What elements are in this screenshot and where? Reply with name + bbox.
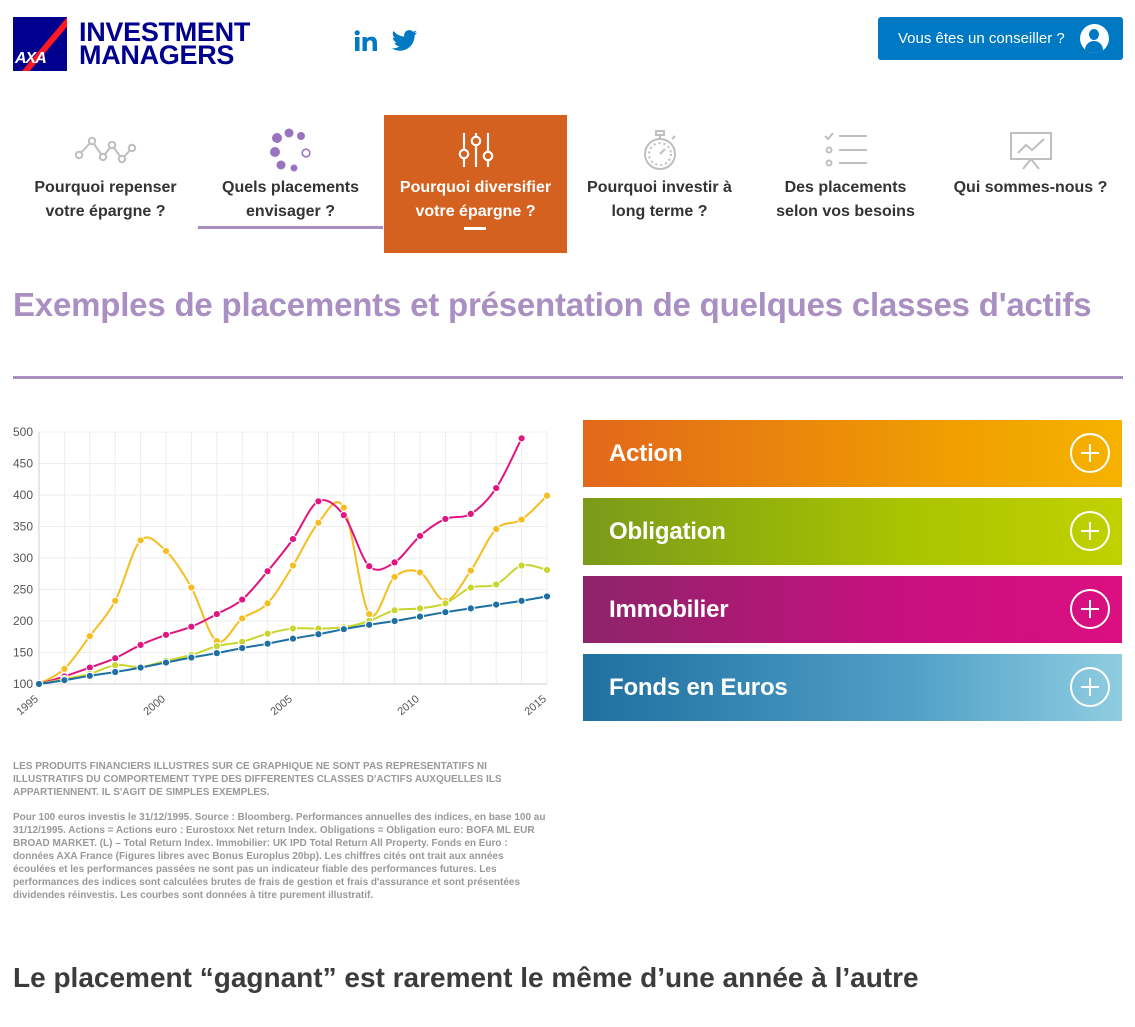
- chart-data-point: [61, 665, 68, 672]
- chart-data-point: [467, 567, 474, 574]
- social-links: [354, 30, 418, 52]
- chart-data-point: [213, 610, 220, 617]
- chart-data-point: [239, 644, 246, 651]
- chart-data-point: [137, 537, 144, 544]
- nav-label-line1: Qui sommes-nous ?: [953, 179, 1108, 196]
- chart-data-point: [518, 516, 525, 523]
- chart-y-tick-label: 350: [12, 519, 33, 534]
- chart-data-point: [315, 631, 322, 638]
- chart-data-point: [112, 655, 119, 662]
- chart-x-tick-label: 2015: [522, 693, 549, 719]
- chart-y-tick-label: 150: [12, 645, 33, 660]
- chart-data-point: [391, 617, 398, 624]
- plus-icon[interactable]: [1070, 433, 1110, 473]
- chart-data-point: [518, 435, 525, 442]
- advisor-button-label: Vous êtes un conseiller ?: [898, 30, 1065, 47]
- chart-y-tick-label: 400: [12, 488, 33, 502]
- chart-data-point: [188, 654, 195, 661]
- chart-disclaimer: [13, 760, 548, 902]
- chart-data-point: [416, 605, 423, 612]
- chart-data-point: [86, 633, 93, 640]
- user-icon: [1080, 24, 1109, 53]
- chart-data-point: [366, 621, 373, 628]
- nav-item-besoins[interactable]: [753, 115, 938, 253]
- twitter-icon[interactable]: [392, 30, 418, 52]
- chart-data-point: [340, 626, 347, 633]
- plus-icon[interactable]: [1070, 511, 1110, 551]
- chart-data-point: [493, 601, 500, 608]
- chart-data-point: [442, 609, 449, 616]
- chart-data-point: [86, 672, 93, 679]
- logo-text: [79, 17, 251, 70]
- disclaimer-details: Pour 100 euros investis le 31/12/1995. Source : Bloomberg. Performances annuelles des indices, en base 100 au 31/12/1995. Actions = Actions euro : Eurostoxx Net return Index. Obligations = Obligation euro: BOFA ML EUR BROAD MARKET. (L) – Total Return Index. Immobilier: UK IPD Total Return All Property. Fonds en Euro : données AXA France (Figures libres avec Bonus Europlus 20bp). Les chiffres cités ont trait aux années écoulées et les performances passées ne sont pas un indicateur fiable des performances futures. Les performances des indices sont calculées brutes de frais de gestion et frais d'assurance et sont présentées dividendes réinvestis. Les courbes sont données à titre purement illustratif.: [13, 812, 546, 901]
- chart-data-point: [61, 677, 68, 684]
- accordion-action[interactable]: [583, 420, 1122, 487]
- accordion-label: Immobilier: [609, 596, 729, 623]
- chart-data-point: [391, 607, 398, 614]
- nav-item-qui-sommes-nous[interactable]: [938, 115, 1123, 253]
- nav-label: [198, 176, 383, 224]
- chart-data-point: [289, 562, 296, 569]
- nav-label-line2: votre épargne ?: [45, 203, 166, 220]
- chart-y-tick-label: 300: [12, 551, 33, 565]
- nav-hover-underline: [198, 226, 383, 229]
- nav-label: [938, 176, 1123, 200]
- chart-x-tick-label: 2000: [141, 693, 168, 719]
- linkedin-icon[interactable]: [354, 30, 378, 52]
- main-nav: [13, 115, 1123, 253]
- chart-data-point: [264, 568, 271, 575]
- chart-data-point: [112, 662, 119, 669]
- accordion-label: Action: [609, 440, 683, 467]
- chart-data-point: [467, 510, 474, 517]
- chart-y-tick-label: 100: [12, 677, 33, 691]
- nav-label: [384, 176, 567, 224]
- nav-label-line1: Pourquoi diversifier: [399, 179, 552, 196]
- sliders-icon: [456, 130, 496, 170]
- title-divider: [13, 376, 1123, 379]
- chart-data-point: [289, 536, 296, 543]
- nav-label-line2: long terme ?: [611, 203, 708, 220]
- nav-label-line1: Des placements: [784, 179, 907, 196]
- chart-data-point: [264, 640, 271, 647]
- chart-data-point: [366, 563, 373, 570]
- chart-x-tick-label: 1995: [14, 693, 41, 719]
- section-title: Le placement “gagnant” est rarement le même d’une année à l’autre: [13, 962, 919, 993]
- chart-data-point: [416, 569, 423, 576]
- chart-x-tick-label: 2005: [268, 693, 295, 719]
- chart-data-point: [416, 613, 423, 620]
- chart-data-point: [213, 643, 220, 650]
- chart-data-point: [366, 610, 373, 617]
- nav-label: [567, 176, 752, 224]
- chart-data-point: [239, 596, 246, 603]
- nav-label: [13, 176, 198, 224]
- chart-data-point: [543, 566, 550, 573]
- nav-label-line1: Pourquoi repenser: [34, 179, 177, 196]
- chart-data-point: [239, 615, 246, 622]
- chart-y-tick-label: 250: [12, 582, 33, 597]
- chart-data-point: [391, 573, 398, 580]
- chart-data-point: [442, 515, 449, 522]
- chart-data-point: [213, 650, 220, 657]
- chart-data-point: [112, 668, 119, 675]
- chart-data-point: [416, 532, 423, 539]
- plus-icon[interactable]: [1070, 589, 1110, 629]
- plus-icon[interactable]: [1070, 667, 1110, 707]
- chart-data-point: [162, 547, 169, 554]
- logo-text-line2: MANAGERS: [79, 40, 235, 70]
- nav-item-diversifier[interactable]: [384, 115, 567, 253]
- chart-data-point: [289, 635, 296, 642]
- chart-data-point: [493, 581, 500, 588]
- chart-data-point: [137, 641, 144, 648]
- chart-data-point: [137, 664, 144, 671]
- chart-data-point: [442, 600, 449, 607]
- chart-data-point: [315, 498, 322, 505]
- nav-item-placements[interactable]: [198, 115, 383, 253]
- loading-dots-icon: [268, 128, 314, 172]
- chart-data-point: [543, 593, 550, 600]
- chart-data-point: [315, 519, 322, 526]
- chart-data-point: [162, 659, 169, 666]
- chart-data-point: [188, 584, 195, 591]
- chart-data-point: [264, 630, 271, 637]
- nav-label-line1: Pourquoi investir à: [587, 179, 732, 196]
- page-title: Exemples de placements et présentation de quelques classes d'actifs: [13, 286, 1092, 323]
- accordion-immobilier[interactable]: [583, 576, 1122, 643]
- active-indicator: [464, 227, 486, 230]
- chart-data-point: [467, 584, 474, 591]
- nav-label-line1: Quels placements: [222, 179, 359, 196]
- chart-data-point: [112, 597, 119, 604]
- chart-data-point: [391, 559, 398, 566]
- checklist-icon: [823, 131, 869, 169]
- nav-label-line2: votre épargne ?: [415, 203, 536, 220]
- chart-data-point: [162, 631, 169, 638]
- chart-y-tick-label: 500: [12, 425, 33, 439]
- chart-data-point: [340, 504, 347, 511]
- chart-data-point: [467, 605, 474, 612]
- nav-item-repenser[interactable]: [13, 115, 198, 253]
- chart-data-point: [518, 597, 525, 604]
- chart-data-point: [35, 680, 42, 687]
- line-graph-icon: [74, 133, 138, 167]
- nav-label-line2: envisager ?: [246, 203, 335, 220]
- chart-data-point: [264, 600, 271, 607]
- accordion-fonds-euros[interactable]: [583, 654, 1122, 721]
- nav-item-long-terme[interactable]: [567, 115, 752, 253]
- accordion-label: Fonds en Euros: [609, 674, 788, 701]
- chart-data-point: [493, 484, 500, 491]
- chart-data-point: [493, 525, 500, 532]
- accordion-obligation[interactable]: [583, 498, 1122, 565]
- presentation-board-icon: [1008, 129, 1054, 171]
- nav-label: [753, 176, 938, 224]
- logo-mark-text: AXA: [15, 50, 46, 67]
- chart-data-point: [543, 492, 550, 499]
- chart-data-point: [340, 512, 347, 519]
- disclaimer-warning: LES PRODUITS FINANCIERS ILLUSTRES SUR CE GRAPHIQUE NE SONT PAS REPRESENTATIFS NI ILLUSTRATIFS DU COMPORTEMENT TYPE DES DIFFERENTES CLASSES D'ACTIFS AUXQUELLES ILS APPARTIENNENT. IL S'AGIT DE SIMPLES EXEMPLES.: [13, 761, 502, 798]
- chart-y-tick-label: 200: [12, 614, 33, 628]
- chart-data-point: [518, 562, 525, 569]
- chart-series-line: [39, 438, 522, 684]
- nav-label-line2: selon vos besoins: [776, 203, 915, 220]
- axa-im-logo[interactable]: [13, 17, 250, 71]
- chart-data-point: [289, 625, 296, 632]
- chart-y-tick-label: 450: [12, 456, 33, 471]
- advisor-button[interactable]: [878, 17, 1123, 60]
- axa-logo-mark: [13, 17, 67, 71]
- logo-text-line1: INVESTMENT: [79, 17, 251, 47]
- stopwatch-icon: [639, 128, 681, 172]
- chart-data-point: [188, 623, 195, 630]
- accordion-label: Obligation: [609, 518, 726, 545]
- chart-x-tick-label: 2010: [395, 693, 422, 719]
- performance-chart: [8, 420, 556, 720]
